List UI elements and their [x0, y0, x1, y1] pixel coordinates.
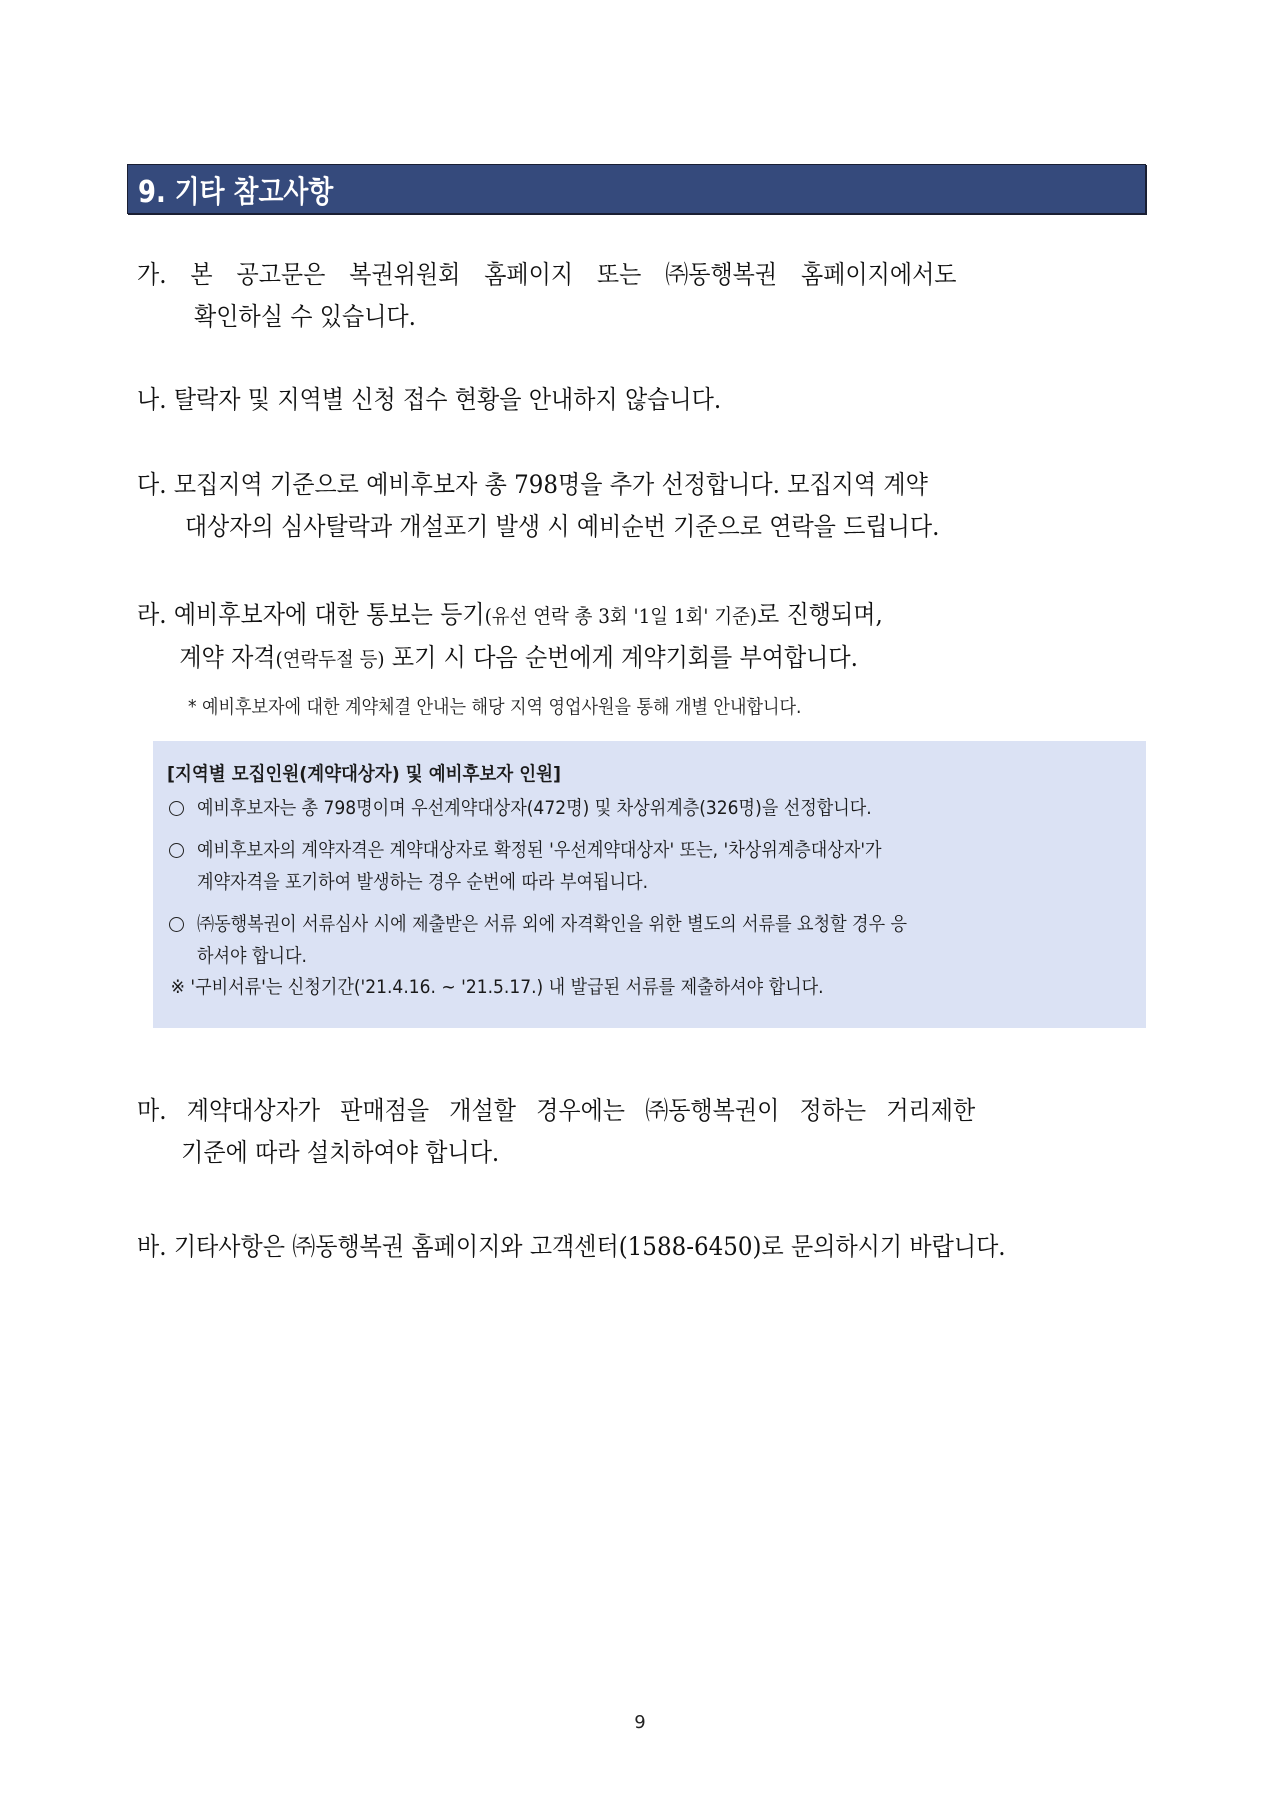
item-da-line-1: 다. 모집지역 기준으로 예비후보자 총 798명을 추가 선정합니다. 모집지역 계약 — [137, 470, 928, 499]
circle-bullet-icon — [169, 917, 184, 932]
item-na — [137, 379, 1160, 421]
item-ga-line-2: 확인하실 수 있습니다. — [194, 302, 416, 331]
info-bullet-line: 하셔야 합니다. — [197, 945, 307, 967]
info-bullet-line: 예비후보자의 계약자격은 계약대상자로 확정된 '우선계약대상자' 또는, '차상위계층대상자'가 — [197, 839, 882, 861]
info-box — [153, 741, 1146, 1028]
item-na-line-1: 나. 탈락자 및 지역별 신청 접수 현황을 안내하지 않습니다. — [137, 385, 722, 414]
item-da — [137, 464, 1160, 548]
page-number: 9 — [634, 1712, 646, 1733]
item-ma-line-1: 마. 계약대상자가 판매점을 개설할 경우에는 ㈜동행복권이 정하는 거리제한 — [137, 1096, 976, 1125]
info-bullet-line: 예비후보자는 총 798명이며 우선계약대상자(472명) 및 차상위계층(326명)을 선정합니다. — [197, 797, 872, 819]
info-bullet-line: ㈜동행복권이 서류심사 시에 제출받은 서류 외에 자격확인을 위한 별도의 서류를 요청할 경우 응 — [197, 913, 908, 935]
item-ra-line-2-main: 계약 자격 — [179, 643, 276, 672]
info-bullet — [167, 792, 1132, 824]
item-ga-line-1: 가. 본 공고문은 복권위원회 홈페이지 또는 ㈜동행복권 홈페이지에서도 — [137, 260, 957, 289]
item-ra-line-2-paren: (연락두절 등) — [275, 647, 385, 671]
section-heading — [127, 164, 1146, 214]
info-bullet — [167, 834, 1132, 898]
section-title: 9. 기타 참고사항 — [138, 175, 334, 210]
item-ra-line-1 — [137, 594, 1078, 637]
item-ra — [137, 594, 1160, 680]
item-ba-line-1: 바. 기타사항은 ㈜동행복권 홈페이지와 고객센터(1588-6450)로 문의하시기 바랍니다. — [137, 1232, 1006, 1261]
item-ra-note: * 예비후보자에 대한 계약체결 안내는 해당 지역 영업사원을 통해 개별 안내합니다. — [188, 696, 802, 718]
item-ra-line-2-rest: 포기 시 다음 순번에게 계약기회를 부여합니다. — [384, 643, 858, 672]
info-box-title: [지역별 모집인원(계약대상자) 및 예비후보자 인원] — [167, 763, 562, 785]
item-ra-line-1-rest: 로 진행되며, — [757, 600, 883, 629]
item-ba — [137, 1226, 1160, 1268]
item-ra-line-2 — [137, 637, 1078, 680]
item-da-line-2: 대상자의 심사탈락과 개설포기 발생 시 예비순번 기준으로 연락을 드립니다. — [184, 512, 940, 541]
item-ga — [137, 254, 1160, 338]
item-ra-line-1-paren: (유선 연락 총 3회 '1일 1회' 기준) — [484, 604, 758, 628]
circle-bullet-icon — [169, 843, 184, 858]
info-bullet — [167, 908, 1132, 972]
info-bullet-line: 계약자격을 포기하여 발생하는 경우 순번에 따라 부여됩니다. — [197, 871, 649, 893]
circle-bullet-icon — [169, 801, 184, 816]
item-ma-line-2: 기준에 따라 설치하여야 합니다. — [181, 1138, 500, 1167]
item-ra-line-1-main: 라. 예비후보자에 대한 통보는 등기 — [137, 600, 485, 629]
info-box-remark: ※ '구비서류'는 신청기간('21.4.16. ~ '21.5.17.) 내 발급된 서류를 제출하셔야 합니다. — [170, 976, 824, 998]
item-ma — [137, 1090, 1160, 1174]
